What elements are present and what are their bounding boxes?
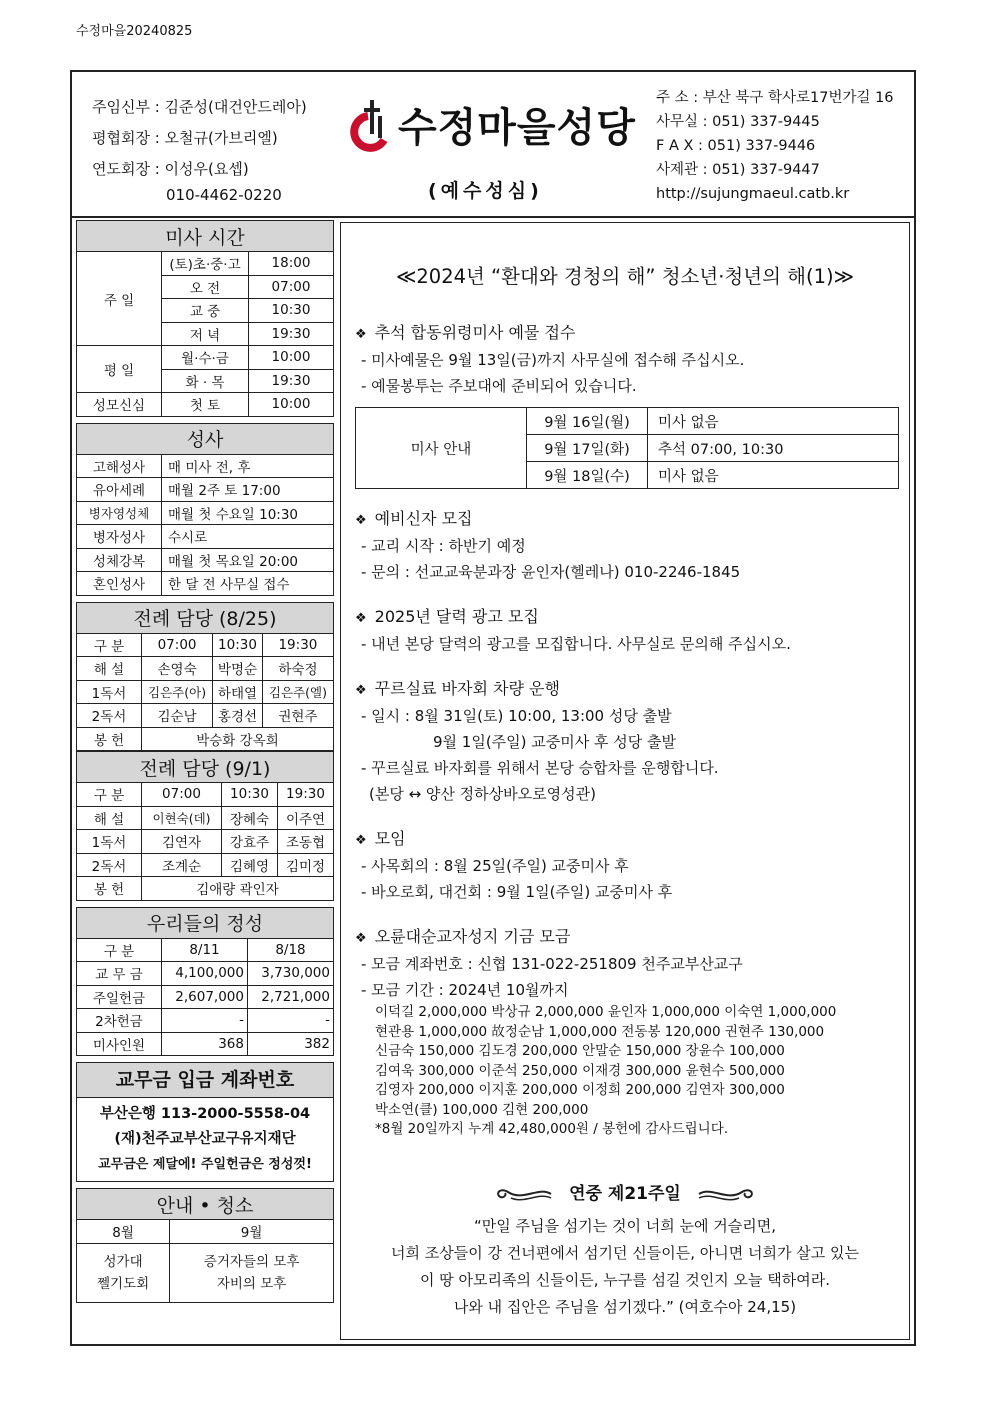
offerings-title: 우리들의 정성	[77, 907, 334, 938]
youth-leader: 연도회장 : 이성우(요셉)	[92, 160, 249, 178]
offering-amount: 2,607,000	[162, 985, 248, 1009]
minister-name: 김미정	[278, 853, 334, 877]
church-emblem-icon	[348, 96, 394, 154]
offering-amount: 3,730,000	[248, 962, 334, 986]
address: 주 소 : 부산 북구 학사로17번가길 16	[656, 90, 894, 106]
mass-info-value: 추석 07:00, 10:30	[648, 435, 899, 462]
sacrament-schedule: 한 달 전 사무실 접수	[162, 572, 334, 596]
section-heading: 예비신자 모집	[374, 509, 473, 528]
donor-list	[355, 1003, 895, 1140]
mass-name: 오 전	[162, 275, 249, 299]
quote-line: “만일 주님을 섬기는 것이 너희 눈에 거슬리면,	[474, 1217, 776, 1235]
minister-name: 박명순	[213, 657, 263, 681]
offering-type: 교 무 금	[77, 962, 162, 986]
donor-line: 신금숙 150,000 김도경 200,000 안말순 150,000 장윤수 100,000	[375, 1043, 785, 1059]
sacrament-name: 혼인성사	[77, 572, 162, 596]
mass-info-table	[355, 407, 899, 489]
bullet-icon: ❖	[355, 327, 367, 342]
sacrament-schedule: 매월 2주 토 17:00	[162, 478, 334, 502]
church-motto: (예수성심)	[428, 180, 543, 202]
role-label: 해 설	[77, 806, 142, 830]
sacrament-schedule: 매 미사 전, 후	[162, 454, 334, 478]
account-holder: (재)천주교부산교구유지재단	[114, 1131, 296, 1147]
mass-info-date: 9월 18일(수)	[527, 462, 648, 489]
donor-line: 이덕길 2,000,000 박상규 2,000,000 윤인자 1,000,000 이숙연 1,000,000	[375, 1004, 837, 1020]
mass-time: 10:00	[249, 393, 334, 417]
office-phone: 사무실 : 051) 337-9445	[656, 114, 820, 130]
mass-info-date: 9월 16일(월)	[527, 408, 648, 435]
role-label: 2독서	[77, 704, 142, 728]
offering-amount: 368	[162, 1032, 248, 1056]
liturgy-0825-table	[76, 602, 334, 752]
mass-time: 07:00	[249, 275, 334, 299]
minister-name: 김혜영	[222, 853, 278, 877]
section-line: - 모금 계좌번호 : 신협 131-022-251809 천주교부산교구	[361, 955, 743, 973]
quote-line: 나와 내 집안은 주님을 섬기겠다.” (여호수아 24,15)	[453, 1298, 797, 1316]
mass-name: 월·수·금	[162, 346, 249, 370]
minister-name: 김은주(엘)	[262, 680, 333, 704]
offering-type: 미사인원	[77, 1032, 162, 1056]
sunday-label: 주 일	[77, 252, 162, 346]
month-label: 8월	[77, 1220, 170, 1244]
offering-type: 2차헌금	[77, 1009, 162, 1033]
section-line: - 사목회의 : 8월 25일(주일) 교중미사 후	[361, 857, 629, 875]
offering-amount: 2,721,000	[248, 985, 334, 1009]
minister-name: 강효주	[222, 830, 278, 854]
header	[72, 72, 914, 218]
website-link[interactable]: http://sujungmaeul.catb.kr	[656, 186, 850, 202]
sunday-heading	[341, 1179, 909, 1204]
section-line: - 내년 본당 달력의 광고를 모집합니다. 사무실로 문의해 주십시오.	[361, 635, 791, 653]
left-ornament-icon	[493, 1184, 553, 1204]
minister-name: 권현주	[262, 704, 333, 728]
offering-amount: 4,100,000	[162, 962, 248, 986]
section-line: 9월 1일(주일) 교중미사 후 성당 출발	[433, 733, 677, 751]
sacrament-name: 유아세례	[77, 478, 162, 502]
donor-total-note: *8월 20일까지 누계 42,480,000원 / 봉헌에 감사드립니다.	[375, 1121, 729, 1137]
section-line: (본당 ↔ 양산 정하상바오로영성관)	[369, 785, 596, 803]
sacraments-table	[76, 423, 334, 596]
parish-president: 평협회장 : 오철규(가브리엘)	[92, 129, 278, 147]
offering-ministers: 김애량 곽인자	[142, 877, 334, 901]
mass-name: 첫 토	[162, 393, 249, 417]
section-catechumen	[355, 507, 895, 585]
minister-name: 홍경선	[213, 704, 263, 728]
cleaning-group: 성가대	[103, 1253, 143, 1270]
bullet-icon: ❖	[355, 683, 367, 698]
role-label: 1독서	[77, 830, 142, 854]
minister-name: 김순남	[142, 704, 213, 728]
donor-line: 김영자 200,000 이지훈 200,000 이정희 200,000 김연자 300,000	[375, 1082, 785, 1098]
first-saturday-label: 성모신심	[77, 393, 162, 417]
minister-name: 하태열	[213, 680, 263, 704]
section-line: - 일시 : 8월 31일(토) 10:00, 13:00 성당 출발	[361, 707, 672, 725]
donor-line: 박소연(클) 100,000 김현 200,000	[375, 1101, 589, 1118]
column-header: 07:00	[142, 633, 213, 657]
church-name: 수정마을성당	[398, 105, 636, 151]
minister-name: 김은주(아)	[142, 680, 213, 704]
mass-info-value: 미사 없음	[648, 408, 899, 435]
youth-leader-phone: 010-4462-0220	[166, 186, 282, 204]
section-line: - 미사예물은 9월 13일(금)까지 사무실에 접수해 주십시오.	[361, 351, 745, 369]
column-header: 10:30	[222, 783, 278, 807]
offering-type: 주일헌금	[77, 985, 162, 1009]
offering-amount: -	[162, 1009, 248, 1033]
account-box	[76, 1062, 334, 1182]
section-line: - 교리 시작 : 하반기 예정	[361, 537, 526, 555]
column-header: 구 분	[77, 783, 142, 807]
section-heading: 꾸르실료 바자회 차량 운행	[374, 679, 560, 698]
donor-line: 현관용 1,000,000 故정순남 1,000,000 전동봉 120,000 권현주 130,000	[375, 1023, 825, 1040]
section-calendar-ads	[355, 605, 895, 657]
column-header: 19:30	[278, 783, 334, 807]
role-label: 해 설	[77, 657, 142, 681]
column-header: 8/11	[162, 938, 248, 962]
section-meetings	[355, 827, 895, 905]
mass-info-date: 9월 17일(화)	[527, 435, 648, 462]
minister-name: 장혜숙	[222, 806, 278, 830]
cleaning-title: 안내 • 청소	[77, 1189, 334, 1220]
section-heading: 오륜대순교자성지 기금 모금	[374, 927, 571, 946]
left-column	[76, 220, 336, 1309]
liturgy-0901-table	[76, 751, 334, 901]
main-title: ≪2024년 “환대와 경청의 해” 청소년·청년의 해(1)≫	[395, 265, 855, 288]
section-line: - 바오로회, 대건회 : 9월 1일(주일) 교중미사 후	[361, 883, 673, 901]
mass-info-label: 미사 안내	[356, 408, 527, 489]
sacrament-name: 고해성사	[77, 454, 162, 478]
cleaning-table	[76, 1188, 334, 1303]
header-staff	[92, 92, 307, 205]
quote-line: 너희 조상들이 강 건너편에서 섬기던 신들이든, 아니면 너희가 살고 있는	[391, 1244, 859, 1262]
mass-time: 18:00	[249, 252, 334, 276]
column-header: 구 분	[77, 633, 142, 657]
sacrament-schedule: 수시로	[162, 525, 334, 549]
offering-amount: 382	[248, 1032, 334, 1056]
section-heading: 2025년 달력 광고 모집	[374, 607, 539, 626]
account-title: 교무금 입금 계좌번호	[77, 1063, 333, 1098]
role-label: 1독서	[77, 680, 142, 704]
header-contact	[656, 86, 894, 206]
main-content	[340, 222, 910, 1340]
column-header: 구 분	[77, 938, 162, 962]
minister-name: 이주연	[278, 806, 334, 830]
column-header: 19:30	[262, 633, 333, 657]
pastor: 주임신부 : 김준성(대건안드레아)	[92, 98, 307, 116]
right-ornament-icon	[697, 1184, 757, 1204]
cleaning-group: 증거자들의 모후	[203, 1253, 300, 1270]
mass-info-value: 미사 없음	[648, 462, 899, 489]
sacrament-schedule: 매월 첫 수요일 10:30	[162, 501, 334, 525]
fax: F A X : 051) 337-9446	[656, 138, 816, 154]
role-label: 봉 헌	[77, 727, 142, 751]
minister-name: 김연자	[142, 830, 222, 854]
section-line: - 예물봉투는 주보대에 준비되어 있습니다.	[361, 377, 637, 395]
quote-line: 이 땅 아모리족의 신들이든, 누구를 섬길 것인지 오늘 택하여라.	[420, 1271, 830, 1289]
bullet-icon: ❖	[355, 833, 367, 848]
role-label: 2독서	[77, 853, 142, 877]
mass-times-title: 미사 시간	[77, 221, 334, 252]
minister-name: 조계순	[142, 853, 222, 877]
bullet-icon: ❖	[355, 513, 367, 528]
offering-ministers: 박승화 강옥희	[142, 727, 334, 751]
sacrament-name: 병자영성체	[77, 501, 162, 525]
section-cursillo-bazaar	[355, 677, 895, 807]
column-header: 10:30	[213, 633, 263, 657]
section-heading: 모임	[374, 829, 406, 848]
weekday-label: 평 일	[77, 346, 162, 393]
sunday-title: 연중 제21주일	[569, 1184, 681, 1204]
mass-name: 교 중	[162, 299, 249, 323]
mass-time: 19:30	[249, 369, 334, 393]
offerings-table	[76, 907, 334, 1057]
donor-line: 김여욱 300,000 이준석 250,000 이재경 300,000 윤현수 500,000	[375, 1062, 785, 1079]
liturgy-0901-title: 전례 담당 (9/1)	[77, 752, 334, 783]
section-line: - 문의 : 선교교육분과장 윤인자(헬레나) 010-2246-1845	[361, 563, 741, 581]
offering-amount: -	[248, 1009, 334, 1033]
section-chuseok-memorial	[355, 321, 895, 399]
minister-name: 손영숙	[142, 657, 213, 681]
document-id: 수정마을20240825	[76, 24, 193, 39]
cleaning-group: 자비의 모후	[216, 1275, 287, 1292]
section-heading: 추석 합동위령미사 예물 접수	[374, 323, 576, 342]
mass-name: 화 · 목	[162, 369, 249, 393]
sacraments-title: 성사	[77, 423, 334, 454]
month-label: 9월	[170, 1220, 334, 1244]
mass-time: 19:30	[249, 322, 334, 346]
scripture-quote	[341, 1213, 909, 1321]
bulletin-frame	[70, 70, 916, 1346]
minister-name: 하숙정	[262, 657, 333, 681]
section-shrine-fund	[355, 925, 895, 1140]
account-note: 교무금은 제달에! 주일헌금은 정성껏!	[98, 1157, 312, 1172]
rectory-phone: 사제관 : 051) 337-9447	[656, 162, 820, 178]
sacrament-schedule: 매월 첫 목요일 20:00	[162, 548, 334, 572]
section-line: - 모금 기간 : 2024년 10월까지	[361, 981, 569, 999]
liturgy-0825-title: 전례 담당 (8/25)	[77, 602, 334, 633]
bank-account: 부산은행 113-2000-5558-04	[99, 1106, 311, 1122]
column-header: 07:00	[142, 783, 222, 807]
mass-name: (토)초·중·고	[162, 252, 249, 276]
church-logo	[348, 94, 638, 154]
mass-time: 10:30	[249, 299, 334, 323]
bullet-icon: ❖	[355, 931, 367, 946]
role-label: 봉 헌	[77, 877, 142, 901]
sacrament-name: 병자성사	[77, 525, 162, 549]
mass-times-table	[76, 220, 334, 417]
mass-name: 저 녁	[162, 322, 249, 346]
minister-name: 이현숙(데)	[142, 806, 222, 830]
column-header: 8/18	[248, 938, 334, 962]
sacrament-name: 성체강복	[77, 548, 162, 572]
mass-time: 10:00	[249, 346, 334, 370]
cleaning-group: 쩰기도회	[96, 1275, 150, 1292]
section-line: - 꾸르실료 바자회를 위해서 본당 승합차를 운행합니다.	[361, 759, 719, 777]
minister-name: 조동협	[278, 830, 334, 854]
bullet-icon: ❖	[355, 611, 367, 626]
